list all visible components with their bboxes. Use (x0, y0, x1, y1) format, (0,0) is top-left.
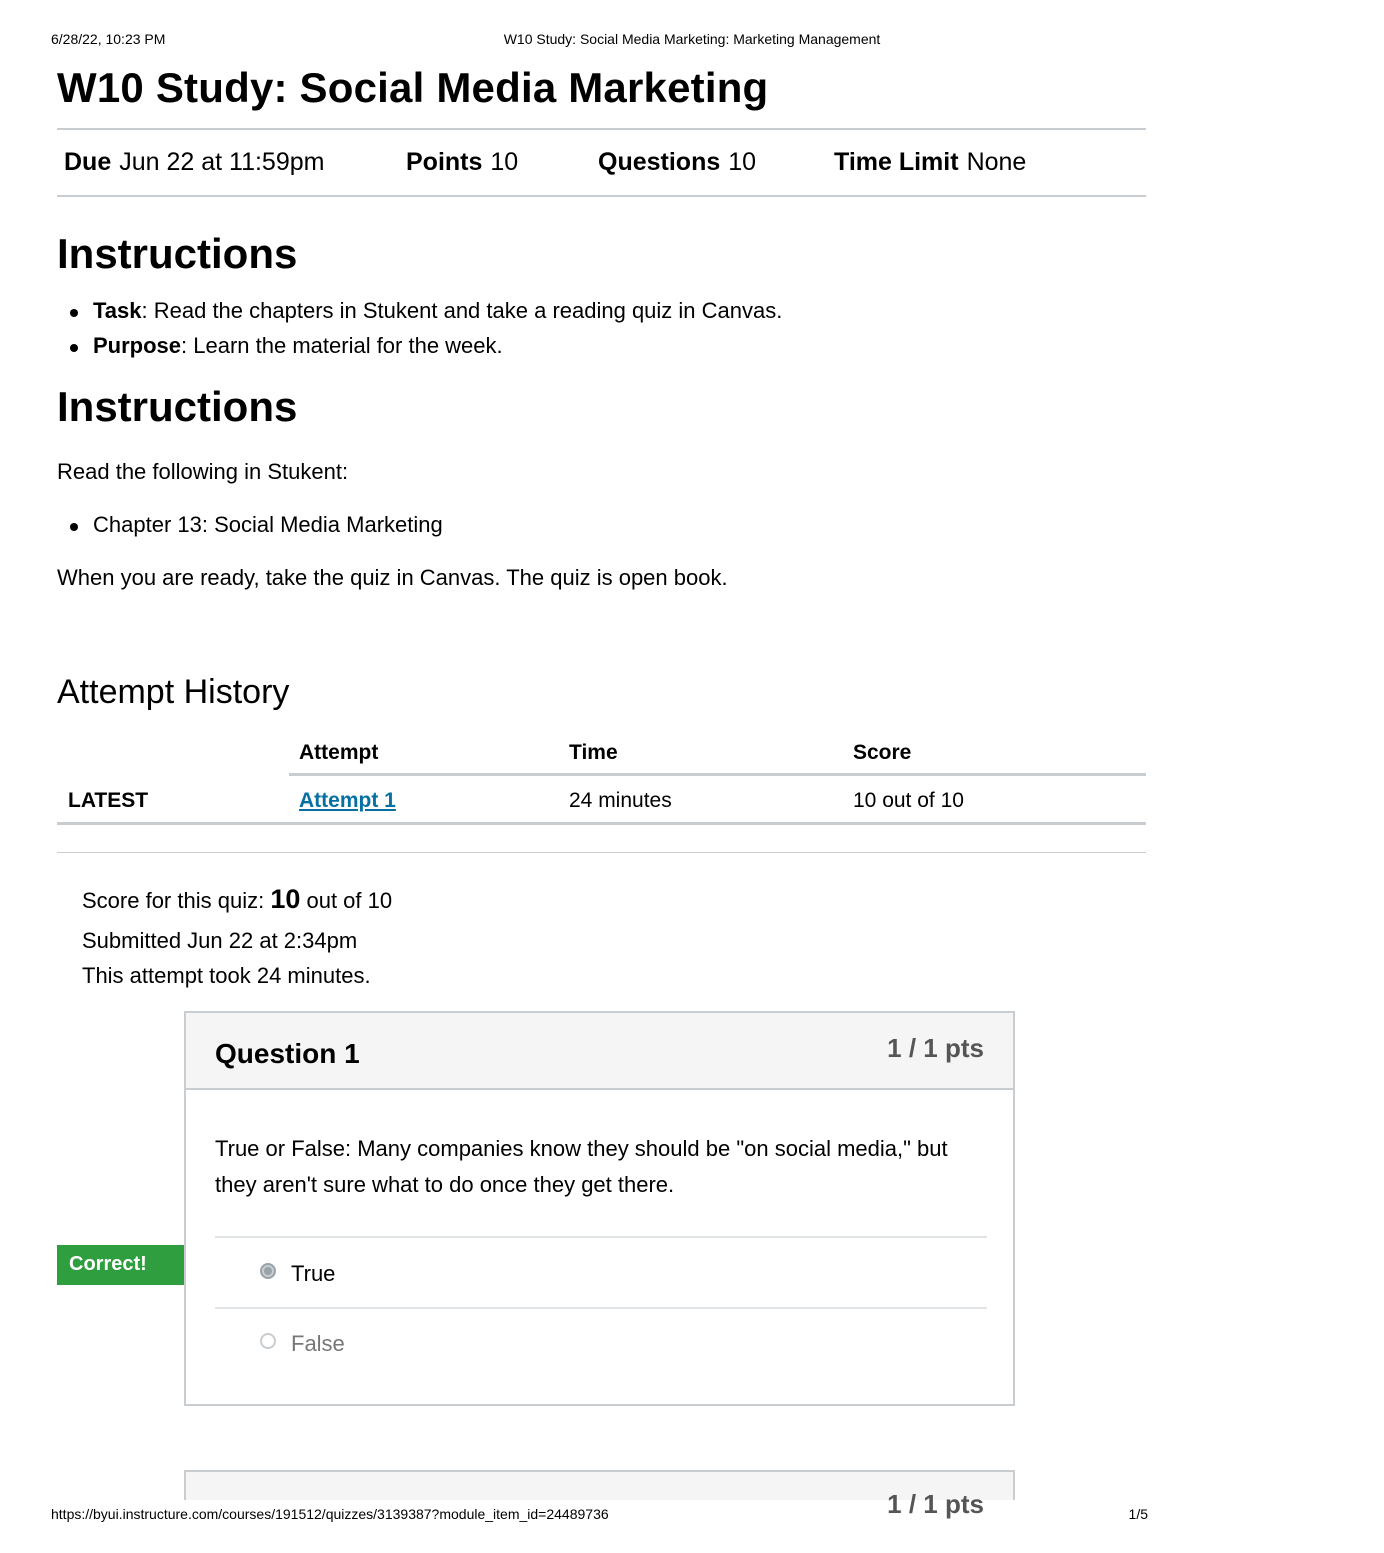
print-doc-title: W10 Study: Social Media Marketing: Marketing Management (503, 31, 881, 47)
time-limit-detail (834, 148, 1026, 177)
divider (57, 195, 1146, 197)
print-page-number: 1/5 (1128, 1506, 1148, 1522)
radio-false[interactable] (260, 1333, 276, 1349)
question-header (186, 1013, 1013, 1090)
reading-list (57, 512, 443, 547)
question-points: 1 / 1 pts (887, 1033, 984, 1063)
column-header-time: Time (569, 741, 618, 764)
task-label: Task (93, 298, 142, 323)
page-title: W10 Study: Social Media Marketing (57, 64, 769, 111)
answer-false-label: False (291, 1331, 345, 1356)
table-bottom-divider (57, 822, 1146, 825)
attempt-score: 10 out of 10 (853, 789, 964, 812)
points-label: Points (406, 148, 483, 176)
purpose-text: : Learn the material for the week. (181, 333, 503, 358)
attempt-history-heading: Attempt History (57, 673, 290, 711)
attempt-1-link[interactable]: Attempt 1 (299, 789, 396, 812)
column-header-score: Score (853, 741, 912, 764)
correct-flag: Correct! (57, 1245, 194, 1285)
due-detail (64, 148, 324, 177)
column-header-attempt: Attempt (299, 741, 379, 764)
answer-divider (215, 1236, 987, 1238)
questions-detail (598, 148, 756, 177)
score-suffix: out of 10 (300, 888, 393, 913)
score-value: 10 (270, 884, 301, 914)
reading-intro: Read the following in Stukent: (57, 459, 349, 484)
questions-label: Questions (598, 148, 721, 176)
time-limit-value: None (966, 148, 1027, 176)
question-text: True or False: Many companies know they should be "on social media," but they aren't sure what to do once they get there. (215, 1136, 948, 1197)
question-points: 1 / 1 pts (887, 1489, 984, 1519)
purpose-label: Purpose (93, 333, 182, 358)
instructions-heading: Instructions (57, 230, 298, 277)
score-label: Score for this quiz: (82, 888, 271, 913)
instructions-list (57, 298, 782, 368)
list-item (57, 333, 782, 368)
list-item (57, 298, 782, 333)
task-text: : Read the chapters in Stukent and take a reading quiz in Canvas. (141, 298, 783, 323)
submitted-text: Submitted Jun 22 at 2:34pm (82, 928, 358, 953)
points-detail (406, 148, 518, 177)
due-label: Due (64, 148, 112, 176)
print-url: https://byui.instructure.com/courses/191512/quizzes/3139387?module_item_id=24489736 (51, 1506, 609, 1522)
table-header-divider (289, 773, 1146, 776)
divider (57, 852, 1146, 853)
due-value: Jun 22 at 11:59pm (119, 148, 325, 176)
divider (57, 128, 1146, 130)
latest-badge: LATEST (68, 789, 149, 812)
instructions-heading-2: Instructions (57, 383, 298, 430)
reading-outro: When you are ready, take the quiz in Canvas. The quiz is open book. (57, 565, 728, 590)
points-value: 10 (490, 148, 519, 176)
radio-true[interactable] (260, 1263, 276, 1279)
time-limit-label: Time Limit (834, 148, 959, 176)
answer-divider (215, 1307, 987, 1309)
answer-true-label: True (291, 1261, 336, 1286)
question-title: Question 1 (215, 1038, 360, 1069)
attempt-time: 24 minutes (569, 789, 672, 812)
list-item: Chapter 13: Social Media Marketing (57, 512, 443, 547)
question-1-card (184, 1011, 1015, 1406)
duration-text: This attempt took 24 minutes. (82, 963, 371, 988)
questions-value: 10 (728, 148, 757, 176)
print-datetime: 6/28/22, 10:23 PM (51, 31, 166, 47)
quiz-score-summary (82, 884, 392, 915)
